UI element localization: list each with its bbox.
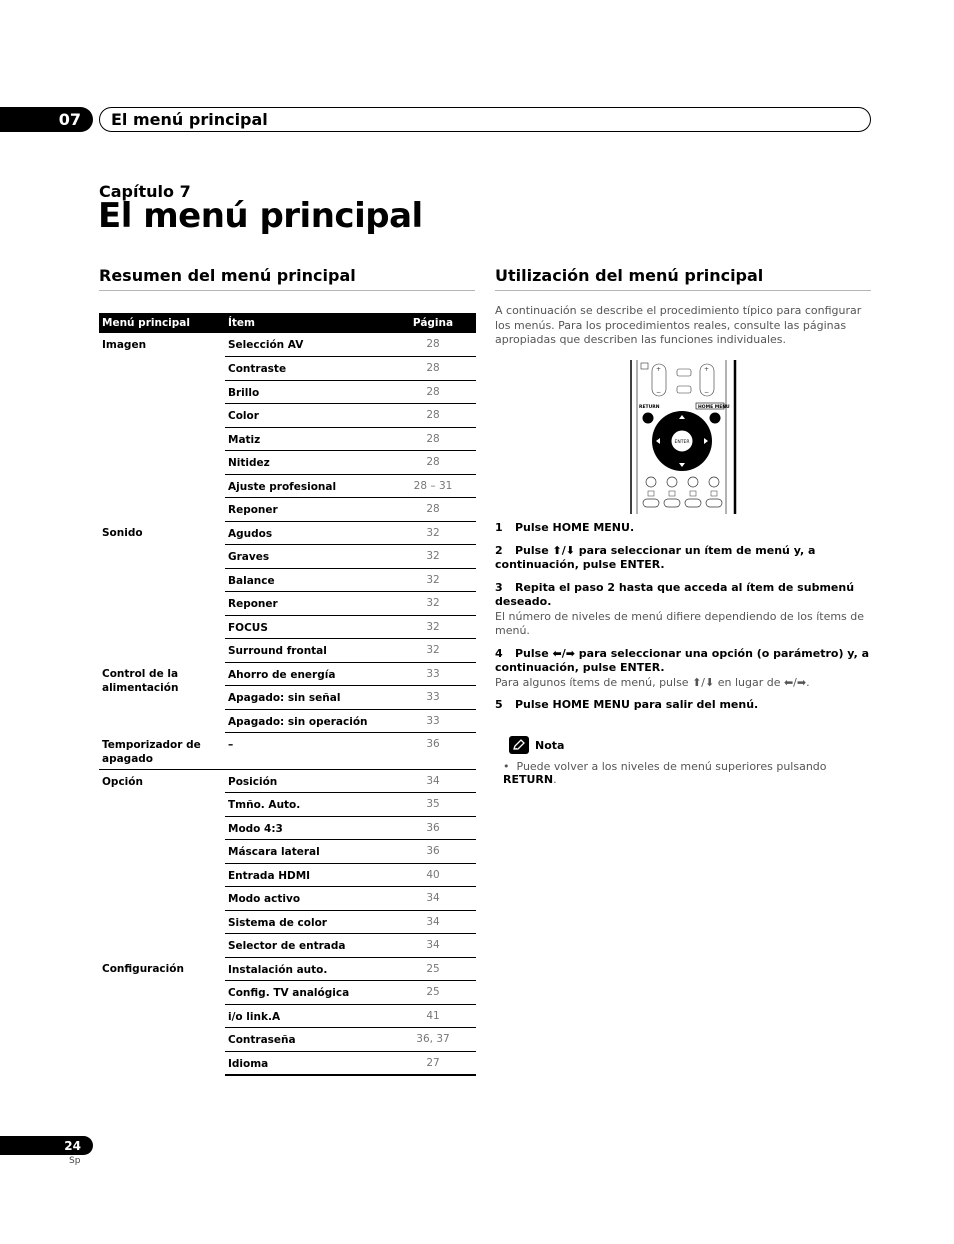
table-row bbox=[99, 957, 476, 981]
menu-item-name: Balance bbox=[225, 568, 390, 592]
note-text-end: . bbox=[553, 773, 557, 786]
note-text-bold: RETURN bbox=[503, 773, 554, 786]
menu-item-page: 28 bbox=[390, 380, 476, 404]
svg-text:+: + bbox=[704, 366, 710, 373]
menu-item-page: 34 bbox=[390, 887, 476, 911]
menu-item-page: 36 bbox=[390, 733, 476, 770]
step-note: Para algunos ítems de menú, pulse ⬆/⬇ en lugar de ⬅/➡. bbox=[495, 675, 810, 689]
menu-item-name: Tmño. Auto. bbox=[225, 793, 390, 817]
step-item bbox=[495, 521, 873, 536]
menu-item-page: 34 bbox=[390, 910, 476, 934]
menu-item-page: 33 bbox=[390, 709, 476, 733]
menu-item-name: Máscara lateral bbox=[225, 840, 390, 864]
svg-text:−: − bbox=[704, 389, 710, 396]
note-heading bbox=[509, 736, 564, 754]
pencil-icon bbox=[509, 736, 529, 754]
menu-item-name: Apagado: sin operación bbox=[225, 709, 390, 733]
step-note: El número de niveles de menú difiere dependiendo de los ítems de menú. bbox=[495, 609, 865, 637]
menu-item-name: Graves bbox=[225, 545, 390, 569]
page-number: 24 bbox=[0, 1136, 93, 1155]
menu-item-page: 28 bbox=[390, 404, 476, 428]
step-text: Pulse ⬅/➡ para seleccionar una opción (o parámetro) y, a continuación, pulse ENTER. bbox=[495, 646, 870, 674]
menu-item-name: Config. TV analógica bbox=[225, 981, 390, 1005]
menu-group-name: Opción bbox=[102, 775, 143, 788]
svg-text:−: − bbox=[656, 389, 662, 396]
menu-item-name: Reponer bbox=[225, 498, 390, 522]
note-bullet bbox=[503, 760, 875, 786]
chapter-label: Capítulo 7 bbox=[99, 182, 191, 201]
menu-item-page: 28 bbox=[390, 357, 476, 381]
menu-group-name: Configuración bbox=[102, 963, 184, 975]
menu-item-name: Reponer bbox=[225, 592, 390, 616]
menu-item-name: Posición bbox=[225, 769, 390, 793]
menu-item-name: – bbox=[225, 733, 390, 770]
menu-item-name: Agudos bbox=[225, 521, 390, 545]
menu-item-page: 36 bbox=[390, 840, 476, 864]
step-instruction bbox=[495, 581, 873, 610]
step-text: Pulse HOME MENU para salir del menú. bbox=[515, 698, 759, 711]
menu-item-name: Modo activo bbox=[225, 887, 390, 911]
menu-item-name: Contraste bbox=[225, 357, 390, 381]
menu-item-page: 25 bbox=[390, 981, 476, 1005]
step-instruction bbox=[495, 698, 873, 713]
enter-label: ENTER bbox=[674, 440, 690, 445]
menu-item-name: Ahorro de energía bbox=[225, 662, 390, 686]
step-text: Repita el paso 2 hasta que acceda al ítem de submenú deseado. bbox=[495, 580, 855, 608]
page-title: El menú principal bbox=[98, 196, 423, 236]
column-header-page: Página bbox=[390, 313, 476, 333]
menu-item-page: 33 bbox=[390, 686, 476, 710]
menu-item-page: 25 bbox=[390, 957, 476, 981]
menu-item-page: 35 bbox=[390, 793, 476, 817]
svg-text:+: + bbox=[656, 366, 662, 373]
menu-item-name: Selector de entrada bbox=[225, 934, 390, 958]
column-header-main-menu: Menú principal bbox=[99, 313, 225, 333]
note-text: Puede volver a los niveles de menú superiores pulsando bbox=[516, 760, 827, 773]
menu-item-name: Apagado: sin señal bbox=[225, 686, 390, 710]
menu-item-page: 32 bbox=[390, 545, 476, 569]
section-title-summary: Resumen del menú principal bbox=[99, 266, 475, 291]
intro-paragraph: A continuación se describe el procedimiento típico para configurar los menús. Para los procedimientos reales, consulte las páginas apropiadas que describen las funciones individuales. bbox=[495, 304, 862, 346]
menu-item-page: 33 bbox=[390, 662, 476, 686]
menu-item-page: 28 bbox=[390, 333, 476, 357]
home-menu-label: HOME MENU bbox=[698, 405, 730, 410]
menu-item-page: 36 bbox=[390, 816, 476, 840]
step-item bbox=[495, 647, 873, 691]
step-item bbox=[495, 581, 873, 639]
menu-item-name: Surround frontal bbox=[225, 639, 390, 663]
bullet-icon: • bbox=[503, 760, 510, 773]
menu-item-page: 41 bbox=[390, 1004, 476, 1028]
menu-item-name: Ajuste profesional bbox=[225, 474, 390, 498]
step-instruction bbox=[495, 647, 873, 676]
menu-item-page: 40 bbox=[390, 863, 476, 887]
table-row bbox=[99, 333, 476, 357]
table-row bbox=[99, 521, 476, 545]
menu-item-page: 28 bbox=[390, 451, 476, 475]
menu-item-page: 28 bbox=[390, 498, 476, 522]
menu-group-name: Temporizador de apagado bbox=[99, 733, 225, 770]
menu-item-page: 36, 37 bbox=[390, 1028, 476, 1052]
menu-item-name: Idioma bbox=[225, 1051, 390, 1075]
home-menu-button[interactable] bbox=[710, 413, 721, 424]
table-header-row bbox=[99, 313, 476, 333]
menu-item-name: Selección AV bbox=[225, 333, 390, 357]
menu-item-page: 34 bbox=[390, 934, 476, 958]
step-instruction bbox=[495, 544, 873, 573]
header-title: El menú principal bbox=[99, 107, 871, 132]
table-row bbox=[99, 733, 476, 770]
menu-group-name: Control de la alimentación bbox=[102, 668, 179, 694]
menu-item-name: i/o link.A bbox=[225, 1004, 390, 1028]
menu-group-name: Imagen bbox=[102, 339, 147, 351]
menu-item-page: 32 bbox=[390, 568, 476, 592]
menu-item-page: 28 – 31 bbox=[390, 474, 476, 498]
menu-item-page: 28 bbox=[390, 427, 476, 451]
menu-item-page: 32 bbox=[390, 521, 476, 545]
table-body bbox=[99, 333, 476, 1075]
menu-summary-table bbox=[99, 313, 476, 1076]
menu-item-page: 32 bbox=[390, 615, 476, 639]
page-language: Sp bbox=[69, 1156, 81, 1166]
menu-item-page: 27 bbox=[390, 1051, 476, 1075]
menu-item-page: 34 bbox=[390, 769, 476, 793]
menu-item-name: Color bbox=[225, 404, 390, 428]
step-number: 3 bbox=[495, 580, 503, 594]
table-row bbox=[99, 769, 476, 793]
column-header-item: Ítem bbox=[225, 313, 390, 333]
step-number: 5 bbox=[495, 698, 503, 711]
menu-item-name: Instalación auto. bbox=[225, 957, 390, 981]
return-label: RETURN bbox=[639, 405, 660, 410]
table-row bbox=[99, 662, 476, 686]
menu-item-name: Nitidez bbox=[225, 451, 390, 475]
step-number: 2 bbox=[495, 543, 503, 557]
menu-item-name: FOCUS bbox=[225, 615, 390, 639]
step-number: 4 bbox=[495, 646, 503, 660]
step-instruction bbox=[495, 521, 873, 536]
step-text: Pulse HOME MENU. bbox=[515, 521, 635, 534]
section-title-usage: Utilización del menú principal bbox=[495, 266, 871, 291]
menu-item-name: Matiz bbox=[225, 427, 390, 451]
note-title: Nota bbox=[535, 738, 565, 752]
step-number: 1 bbox=[495, 521, 503, 534]
menu-item-name: Modo 4:3 bbox=[225, 816, 390, 840]
chapter-number-badge: 07 bbox=[0, 107, 93, 132]
menu-item-name: Brillo bbox=[225, 380, 390, 404]
step-item bbox=[495, 698, 873, 713]
step-item bbox=[495, 544, 873, 573]
remote-control-illustration bbox=[626, 358, 738, 514]
step-text: Pulse ⬆/⬇ para seleccionar un ítem de menú y, a continuación, pulse ENTER. bbox=[495, 543, 816, 571]
return-button[interactable] bbox=[643, 413, 654, 424]
menu-item-page: 32 bbox=[390, 592, 476, 616]
menu-item-name: Entrada HDMI bbox=[225, 863, 390, 887]
menu-item-name: Sistema de color bbox=[225, 910, 390, 934]
menu-item-page: 32 bbox=[390, 639, 476, 663]
menu-group-name: Sonido bbox=[102, 527, 143, 539]
steps-list bbox=[495, 521, 873, 721]
menu-item-name: Contraseña bbox=[225, 1028, 390, 1052]
